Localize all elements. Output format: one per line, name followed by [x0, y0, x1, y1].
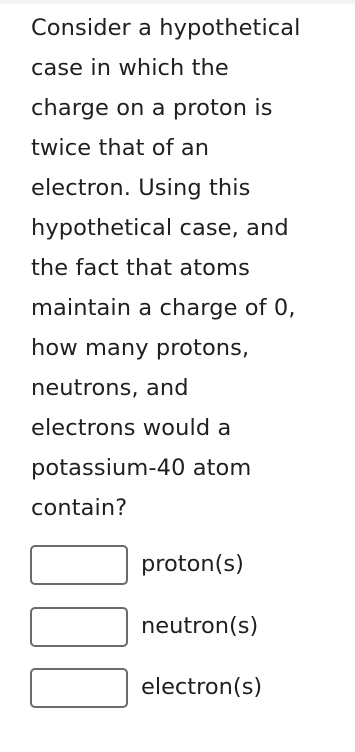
question-line: maintain a charge of 0,	[31, 295, 296, 321]
question-line: electrons would a	[31, 415, 232, 441]
question-line: contain?	[31, 495, 128, 521]
question-line: case in which the	[31, 55, 229, 81]
question-line: electron. Using this	[31, 175, 251, 201]
question-line: twice that of an	[31, 135, 210, 161]
top-divider	[0, 0, 355, 4]
question-line: Consider a hypothetical	[31, 15, 301, 41]
question-text	[31, 8, 346, 528]
question-line: hypothetical case, and	[31, 215, 289, 241]
proton-count-input[interactable]	[30, 545, 128, 585]
proton-label: proton(s)	[141, 551, 244, 577]
neutron-label: neutron(s)	[141, 613, 259, 639]
question-line: how many protons,	[31, 335, 250, 361]
proton-answer-row	[30, 545, 330, 593]
electron-answer-row	[30, 668, 330, 716]
question-line: potassium-40 atom	[31, 455, 252, 481]
question-line: the fact that atoms	[31, 255, 250, 281]
neutron-count-input[interactable]	[30, 607, 128, 647]
electron-count-input[interactable]	[30, 668, 128, 708]
electron-label: electron(s)	[141, 674, 263, 700]
question-line: neutrons, and	[31, 375, 189, 401]
neutron-answer-row	[30, 607, 330, 655]
question-line: charge on a proton is	[31, 95, 273, 121]
